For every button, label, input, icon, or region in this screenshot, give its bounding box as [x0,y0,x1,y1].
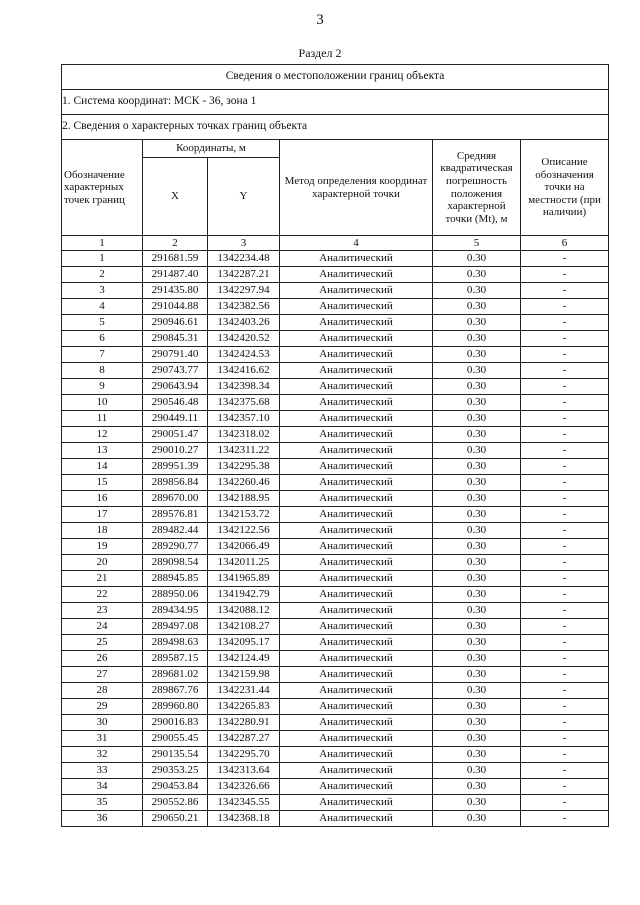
method-cell: Аналитический [280,779,433,795]
description-cell: - [521,747,609,763]
description-cell: - [521,763,609,779]
header-coords: Координаты, м [143,140,280,158]
method-cell: Аналитический [280,651,433,667]
error-cell: 0.30 [433,587,521,603]
description-cell: - [521,507,609,523]
description-cell: - [521,363,609,379]
point-number-cell: 29 [62,699,143,715]
point-number-cell: 34 [62,779,143,795]
method-cell: Аналитический [280,619,433,635]
method-cell: Аналитический [280,747,433,763]
y-coordinate-cell: 1342420.52 [208,331,280,347]
column-number: 6 [521,236,609,251]
x-coordinate-cell: 289670.00 [143,491,208,507]
table-row [62,699,609,715]
y-coordinate-cell: 1342280.91 [208,715,280,731]
y-coordinate-cell: 1342345.55 [208,795,280,811]
point-number-cell: 35 [62,795,143,811]
description-cell: - [521,699,609,715]
y-coordinate-cell: 1342357.10 [208,411,280,427]
point-number-cell: 36 [62,811,143,827]
point-number-cell: 33 [62,763,143,779]
description-cell: - [521,379,609,395]
method-cell: Аналитический [280,699,433,715]
x-coordinate-cell: 290051.47 [143,427,208,443]
description-cell: - [521,779,609,795]
description-cell: - [521,347,609,363]
point-number-cell: 25 [62,635,143,651]
x-coordinate-cell: 289290.77 [143,539,208,555]
y-coordinate-cell: 1342231.44 [208,683,280,699]
table-row [62,667,609,683]
point-number-cell: 26 [62,651,143,667]
header-point: Обозначение характерных точек границ [62,140,143,236]
x-coordinate-cell: 289867.76 [143,683,208,699]
method-cell: Аналитический [280,587,433,603]
point-number-cell: 18 [62,523,143,539]
table-row [62,731,609,747]
x-coordinate-cell: 290055.45 [143,731,208,747]
table-row [62,619,609,635]
x-coordinate-cell: 289482.44 [143,523,208,539]
y-coordinate-cell: 1341965.89 [208,571,280,587]
point-number-cell: 4 [62,299,143,315]
y-coordinate-cell: 1342122.56 [208,523,280,539]
table-row [62,779,609,795]
header-y: Y [208,158,280,236]
error-cell: 0.30 [433,331,521,347]
description-cell: - [521,795,609,811]
column-number: 1 [62,236,143,251]
method-cell: Аналитический [280,795,433,811]
method-cell: Аналитический [280,731,433,747]
table-row [62,795,609,811]
y-coordinate-cell: 1342095.17 [208,635,280,651]
method-cell: Аналитический [280,523,433,539]
column-number-row [62,236,609,251]
table-row [62,459,609,475]
method-cell: Аналитический [280,667,433,683]
y-coordinate-cell: 1342295.38 [208,459,280,475]
error-cell: 0.30 [433,603,521,619]
y-coordinate-cell: 1342416.62 [208,363,280,379]
method-cell: Аналитический [280,811,433,827]
description-cell: - [521,395,609,411]
error-cell: 0.30 [433,459,521,475]
table-row [62,555,609,571]
x-coordinate-cell: 289951.39 [143,459,208,475]
x-coordinate-cell: 290643.94 [143,379,208,395]
header-x: X [143,158,208,236]
error-cell: 0.30 [433,251,521,267]
column-number: 4 [280,236,433,251]
x-coordinate-cell: 289960.80 [143,699,208,715]
x-coordinate-cell: 290650.21 [143,811,208,827]
y-coordinate-cell: 1342297.94 [208,283,280,299]
point-number-cell: 11 [62,411,143,427]
method-cell: Аналитический [280,683,433,699]
point-number-cell: 23 [62,603,143,619]
y-coordinate-cell: 1342295.70 [208,747,280,763]
point-number-cell: 1 [62,251,143,267]
y-coordinate-cell: 1342234.48 [208,251,280,267]
description-cell: - [521,523,609,539]
table-row [62,251,609,267]
error-cell: 0.30 [433,651,521,667]
x-coordinate-cell: 290546.48 [143,395,208,411]
x-coordinate-cell: 290845.31 [143,331,208,347]
error-cell: 0.30 [433,619,521,635]
point-number-cell: 13 [62,443,143,459]
point-number-cell: 20 [62,555,143,571]
error-cell: 0.30 [433,715,521,731]
point-number-cell: 3 [62,283,143,299]
error-cell: 0.30 [433,555,521,571]
point-number-cell: 6 [62,331,143,347]
x-coordinate-cell: 290010.27 [143,443,208,459]
x-coordinate-cell: 290552.86 [143,795,208,811]
description-cell: - [521,715,609,731]
x-coordinate-cell: 289587.15 [143,651,208,667]
y-coordinate-cell: 1342424.53 [208,347,280,363]
error-cell: 0.30 [433,539,521,555]
point-number-cell: 16 [62,491,143,507]
y-coordinate-cell: 1342124.49 [208,651,280,667]
x-coordinate-cell: 289497.08 [143,619,208,635]
description-cell: - [521,459,609,475]
y-coordinate-cell: 1342311.22 [208,443,280,459]
description-cell: - [521,731,609,747]
error-cell: 0.30 [433,699,521,715]
x-coordinate-cell: 291487.40 [143,267,208,283]
y-coordinate-cell: 1342159.98 [208,667,280,683]
description-cell: - [521,427,609,443]
x-coordinate-cell: 290946.61 [143,315,208,331]
table-row [62,283,609,299]
point-number-cell: 9 [62,379,143,395]
error-cell: 0.30 [433,747,521,763]
method-cell: Аналитический [280,411,433,427]
y-coordinate-cell: 1342318.02 [208,427,280,443]
point-number-cell: 28 [62,683,143,699]
description-cell: - [521,491,609,507]
description-cell: - [521,411,609,427]
y-coordinate-cell: 1342011.25 [208,555,280,571]
y-coordinate-cell: 1342382.56 [208,299,280,315]
y-coordinate-cell: 1342403.26 [208,315,280,331]
error-cell: 0.30 [433,683,521,699]
x-coordinate-cell: 289434.95 [143,603,208,619]
table-row [62,347,609,363]
y-coordinate-cell: 1342287.27 [208,731,280,747]
x-coordinate-cell: 289576.81 [143,507,208,523]
point-number-cell: 12 [62,427,143,443]
table-row [62,395,609,411]
table-row [62,635,609,651]
table-row [62,587,609,603]
points-section-line: 2. Сведения о характерных точках границ объекта [62,115,609,140]
description-cell: - [521,635,609,651]
description-cell: - [521,651,609,667]
x-coordinate-cell: 291435.80 [143,283,208,299]
point-number-cell: 8 [62,363,143,379]
error-cell: 0.30 [433,571,521,587]
error-cell: 0.30 [433,507,521,523]
method-cell: Аналитический [280,763,433,779]
y-coordinate-cell: 1341942.79 [208,587,280,603]
method-cell: Аналитический [280,331,433,347]
table-row [62,267,609,283]
error-cell: 0.30 [433,811,521,827]
point-number-cell: 31 [62,731,143,747]
x-coordinate-cell: 290016.83 [143,715,208,731]
error-cell: 0.30 [433,363,521,379]
page-number: 3 [316,12,324,28]
table-row [62,523,609,539]
error-cell: 0.30 [433,763,521,779]
table-row [62,763,609,779]
table-row [62,715,609,731]
description-cell: - [521,667,609,683]
error-cell: 0.30 [433,299,521,315]
method-cell: Аналитический [280,715,433,731]
table-row [62,539,609,555]
point-number-cell: 24 [62,619,143,635]
error-cell: 0.30 [433,731,521,747]
error-cell: 0.30 [433,395,521,411]
table-row [62,475,609,491]
y-coordinate-cell: 1342265.83 [208,699,280,715]
column-number: 3 [208,236,280,251]
y-coordinate-cell: 1342313.64 [208,763,280,779]
point-number-cell: 14 [62,459,143,475]
error-cell: 0.30 [433,379,521,395]
description-cell: - [521,571,609,587]
method-cell: Аналитический [280,555,433,571]
table-row [62,491,609,507]
table-row [62,299,609,315]
method-cell: Аналитический [280,315,433,331]
method-cell: Аналитический [280,571,433,587]
description-cell: - [521,315,609,331]
y-coordinate-cell: 1342188.95 [208,491,280,507]
y-coordinate-cell: 1342287.21 [208,267,280,283]
x-coordinate-cell: 290449.11 [143,411,208,427]
description-cell: - [521,267,609,283]
method-cell: Аналитический [280,491,433,507]
method-cell: Аналитический [280,363,433,379]
x-coordinate-cell: 290453.84 [143,779,208,795]
point-number-cell: 10 [62,395,143,411]
point-number-cell: 2 [62,267,143,283]
error-cell: 0.30 [433,635,521,651]
error-cell: 0.30 [433,427,521,443]
description-cell: - [521,811,609,827]
table-title: Сведения о местоположении границ объекта [62,65,609,90]
table-row [62,411,609,427]
error-cell: 0.30 [433,779,521,795]
y-coordinate-cell: 1342375.68 [208,395,280,411]
description-cell: - [521,587,609,603]
point-number-cell: 22 [62,587,143,603]
point-number-cell: 19 [62,539,143,555]
table-row [62,651,609,667]
method-cell: Аналитический [280,347,433,363]
x-coordinate-cell: 290353.25 [143,763,208,779]
header-error: Средняя квадратическая погрешность положения характерной точки (Mt), м [433,140,521,236]
table-row [62,443,609,459]
table-row [62,683,609,699]
y-coordinate-cell: 1342153.72 [208,507,280,523]
y-coordinate-cell: 1342398.34 [208,379,280,395]
method-cell: Аналитический [280,635,433,651]
point-number-cell: 32 [62,747,143,763]
error-cell: 0.30 [433,411,521,427]
table-row [62,427,609,443]
point-number-cell: 17 [62,507,143,523]
description-cell: - [521,475,609,491]
table-row [62,315,609,331]
method-cell: Аналитический [280,443,433,459]
x-coordinate-cell: 289681.02 [143,667,208,683]
error-cell: 0.30 [433,443,521,459]
x-coordinate-cell: 289098.54 [143,555,208,571]
method-cell: Аналитический [280,267,433,283]
description-cell: - [521,283,609,299]
method-cell: Аналитический [280,251,433,267]
method-cell: Аналитический [280,395,433,411]
description-cell: - [521,331,609,347]
x-coordinate-cell: 291044.88 [143,299,208,315]
column-number: 5 [433,236,521,251]
y-coordinate-cell: 1342066.49 [208,539,280,555]
point-number-cell: 15 [62,475,143,491]
description-cell: - [521,555,609,571]
table-row [62,331,609,347]
point-number-cell: 30 [62,715,143,731]
x-coordinate-cell: 289498.63 [143,635,208,651]
description-cell: - [521,443,609,459]
table-row [62,363,609,379]
method-cell: Аналитический [280,459,433,475]
error-cell: 0.30 [433,667,521,683]
description-cell: - [521,299,609,315]
table-row [62,603,609,619]
point-number-cell: 5 [62,315,143,331]
error-cell: 0.30 [433,475,521,491]
error-cell: 0.30 [433,795,521,811]
method-cell: Аналитический [280,283,433,299]
description-cell: - [521,251,609,267]
method-cell: Аналитический [280,603,433,619]
error-cell: 0.30 [433,267,521,283]
x-coordinate-cell: 289856.84 [143,475,208,491]
method-cell: Аналитический [280,379,433,395]
error-cell: 0.30 [433,347,521,363]
x-coordinate-cell: 288945.85 [143,571,208,587]
method-cell: Аналитический [280,299,433,315]
header-method: Метод определения координат характерной точки [280,140,433,236]
method-cell: Аналитический [280,507,433,523]
table-row [62,747,609,763]
error-cell: 0.30 [433,315,521,331]
table-row [62,571,609,587]
x-coordinate-cell: 288950.06 [143,587,208,603]
x-coordinate-cell: 290743.77 [143,363,208,379]
description-cell: - [521,539,609,555]
point-number-cell: 27 [62,667,143,683]
y-coordinate-cell: 1342260.46 [208,475,280,491]
coordinate-system-line: 1. Система координат: МСК - 36, зона 1 [62,90,609,115]
x-coordinate-cell: 290791.40 [143,347,208,363]
point-number-cell: 21 [62,571,143,587]
table-row [62,507,609,523]
table-row [62,811,609,827]
method-cell: Аналитический [280,475,433,491]
y-coordinate-cell: 1342108.27 [208,619,280,635]
method-cell: Аналитический [280,427,433,443]
x-coordinate-cell: 291681.59 [143,251,208,267]
y-coordinate-cell: 1342368.18 [208,811,280,827]
section-title: Раздел 2 [298,46,342,60]
y-coordinate-cell: 1342088.12 [208,603,280,619]
header-description: Описание обозначения точки на местности (при наличии) [521,140,609,236]
description-cell: - [521,683,609,699]
y-coordinate-cell: 1342326.66 [208,779,280,795]
error-cell: 0.30 [433,491,521,507]
method-cell: Аналитический [280,539,433,555]
error-cell: 0.30 [433,523,521,539]
column-number: 2 [143,236,208,251]
description-cell: - [521,603,609,619]
table-row [62,379,609,395]
x-coordinate-cell: 290135.54 [143,747,208,763]
boundary-points-table [61,64,609,827]
point-number-cell: 7 [62,347,143,363]
error-cell: 0.30 [433,283,521,299]
description-cell: - [521,619,609,635]
